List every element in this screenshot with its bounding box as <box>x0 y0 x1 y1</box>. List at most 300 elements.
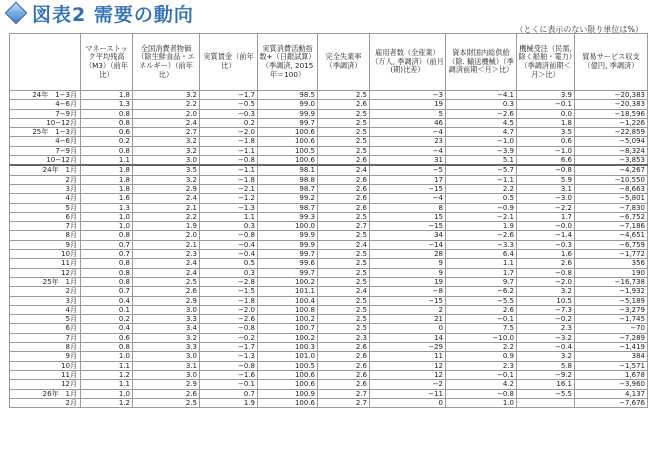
table-cell: 2.6 <box>318 380 370 389</box>
table-cell: 2.5 <box>318 231 370 240</box>
row-period: 10−12月 <box>10 118 81 127</box>
table-cell: −1.8 <box>200 175 258 184</box>
table-cell: 3.2 <box>517 287 575 296</box>
table-cell: 1.8 <box>81 184 133 193</box>
table-cell: 0.9 <box>446 352 517 361</box>
table-cell: 99.9 <box>258 109 318 118</box>
table-cell: 2.3 <box>446 361 517 370</box>
row-period: 2月 <box>10 175 81 184</box>
row-period: 25年 1−3月 <box>10 128 81 137</box>
table-cell: 1.9 <box>133 222 200 231</box>
table-cell: 4.5 <box>446 118 517 127</box>
table-cell: 99.9 <box>258 240 318 249</box>
table-cell: 5 <box>370 109 446 118</box>
table-cell: −2.1 <box>200 184 258 193</box>
table-cell: −4 <box>370 194 446 203</box>
table-cell: 2.6 <box>318 175 370 184</box>
table-cell: 0 <box>370 324 446 333</box>
table-cell: −2.6 <box>446 231 517 240</box>
table-cell: −0.2 <box>200 333 258 342</box>
table-row <box>10 137 648 146</box>
table-cell: −6,752 <box>575 212 648 221</box>
table-row <box>10 324 648 333</box>
table-cell: −1.1 <box>200 165 258 175</box>
table-cell: 100.6 <box>258 398 318 407</box>
table-row <box>10 268 648 277</box>
column-header: マネーストック平均残高（M3）（前年比） <box>81 34 133 91</box>
table-cell: 1.2 <box>81 398 133 407</box>
table-cell: −8,663 <box>575 184 648 193</box>
table-cell: 15 <box>370 212 446 221</box>
table-cell: 16.1 <box>517 380 575 389</box>
table-row <box>10 361 648 370</box>
row-period: 4−6月 <box>10 137 81 146</box>
row-period: 3月 <box>10 296 81 305</box>
table-cell: 2.3 <box>318 333 370 342</box>
data-table <box>9 33 648 408</box>
table-cell: 98.1 <box>258 165 318 175</box>
table-cell: 2.6 <box>318 203 370 212</box>
table-cell: 98.7 <box>258 203 318 212</box>
table-cell: 2.5 <box>318 91 370 100</box>
table-cell: 2.1 <box>133 240 200 249</box>
table-cell: 3.2 <box>517 352 575 361</box>
table-cell: 2.6 <box>133 287 200 296</box>
table-cell: 2.4 <box>133 194 200 203</box>
table-row <box>10 222 648 231</box>
table-row <box>10 156 648 166</box>
table-cell: 4.7 <box>446 128 517 137</box>
table-cell: 2.6 <box>318 100 370 109</box>
table-cell: 2.5 <box>133 277 200 286</box>
table-cell: 3.0 <box>133 352 200 361</box>
table-cell: −1,772 <box>575 250 648 259</box>
table-cell: −6,759 <box>575 240 648 249</box>
diamond-icon <box>5 2 28 25</box>
table-cell: 0.6 <box>517 137 575 146</box>
table-cell: 0.8 <box>81 146 133 155</box>
table-cell: 3.5 <box>517 128 575 137</box>
table-cell: 0.2 <box>81 137 133 146</box>
table-cell: −0.4 <box>200 250 258 259</box>
table-cell: 1.6 <box>81 194 133 203</box>
table-cell: 1.7 <box>446 268 517 277</box>
table-cell: 2.4 <box>318 287 370 296</box>
table-cell: −3.9 <box>446 146 517 155</box>
table-cell: −14 <box>370 240 446 249</box>
table-cell: 0.8 <box>81 259 133 268</box>
row-period: 12月 <box>10 380 81 389</box>
table-cell: 4,137 <box>575 389 648 398</box>
table-cell: 28 <box>370 250 446 259</box>
table-cell: 5.9 <box>517 175 575 184</box>
table-row <box>10 118 648 127</box>
table-cell: −4.1 <box>446 91 517 100</box>
row-period: 6月 <box>10 212 81 221</box>
row-period: 7−9月 <box>10 146 81 155</box>
table-cell: 1.1 <box>81 361 133 370</box>
table-cell: 2.6 <box>318 184 370 193</box>
table-cell: 14 <box>370 333 446 342</box>
table-cell: −5.7 <box>446 165 517 175</box>
table-cell: −7.3 <box>517 305 575 314</box>
table-cell: 3.2 <box>133 146 200 155</box>
table-cell: 1.1 <box>200 212 258 221</box>
row-period: 10月 <box>10 250 81 259</box>
table-cell: 12 <box>370 361 446 370</box>
table-cell: −1,419 <box>575 343 648 352</box>
table-cell: −0.8 <box>200 231 258 240</box>
title-area <box>4 2 194 24</box>
table-cell: 19 <box>370 277 446 286</box>
table-cell: 0.1 <box>81 305 133 314</box>
table-cell: −0.8 <box>200 361 258 370</box>
table-row <box>10 259 648 268</box>
table-cell: 100.2 <box>258 333 318 342</box>
row-period: 11月 <box>10 259 81 268</box>
table-row <box>10 146 648 155</box>
table-cell: 356 <box>575 259 648 268</box>
table-row <box>10 212 648 221</box>
row-period: 4−6月 <box>10 100 81 109</box>
table-cell: 1.7 <box>517 212 575 221</box>
table-cell: 2.2 <box>133 100 200 109</box>
table-cell: −0.0 <box>517 222 575 231</box>
row-period: 3月 <box>10 184 81 193</box>
row-period: 8月 <box>10 343 81 352</box>
table-cell: −3,960 <box>575 380 648 389</box>
table-cell: 2.7 <box>133 128 200 137</box>
column-header: 雇用者数（全産業）（万人, 季調済）（前月(期)比差） <box>370 34 446 91</box>
table-cell: 0.5 <box>200 259 258 268</box>
table-cell: 1.0 <box>446 398 517 407</box>
table-row <box>10 380 648 389</box>
table-cell: 99.0 <box>258 100 318 109</box>
table-cell: −2.0 <box>517 277 575 286</box>
table-cell: 9 <box>370 259 446 268</box>
table-cell: 2.9 <box>133 296 200 305</box>
table-cell: 2.6 <box>446 305 517 314</box>
table-cell: −5.5 <box>517 389 575 398</box>
table-row <box>10 277 648 286</box>
table-cell: 2.0 <box>133 109 200 118</box>
table-cell: −3,853 <box>575 156 648 166</box>
table-cell: 2.5 <box>318 305 370 314</box>
table-cell: 3.9 <box>517 91 575 100</box>
table-cell: −2 <box>370 380 446 389</box>
table-cell: −1.2 <box>200 194 258 203</box>
table-row <box>10 91 648 100</box>
table-cell: 98.5 <box>258 91 318 100</box>
table-cell: 12 <box>370 370 446 379</box>
page-title: 図表2 需要の動向 <box>32 3 194 26</box>
table-cell: 0.6 <box>81 128 133 137</box>
table-cell: −1.8 <box>200 137 258 146</box>
table-cell: −0.4 <box>517 343 575 352</box>
table-cell: 0.3 <box>200 222 258 231</box>
table-cell: 98.7 <box>258 184 318 193</box>
table-cell: 2.6 <box>318 361 370 370</box>
table-row <box>10 184 648 193</box>
table-cell: −2.0 <box>200 305 258 314</box>
table-cell: 2.5 <box>318 212 370 221</box>
table-cell: −1.5 <box>200 287 258 296</box>
table-cell: 2.9 <box>133 380 200 389</box>
table-cell: −18,596 <box>575 109 648 118</box>
table-row <box>10 175 648 184</box>
table-row <box>10 296 648 305</box>
table-cell: −3 <box>370 91 446 100</box>
table-cell: 3.0 <box>133 156 200 166</box>
table-cell: 2.5 <box>133 398 200 407</box>
table-cell: 1.1 <box>446 259 517 268</box>
table-cell: 2.3 <box>517 324 575 333</box>
table-cell: −70 <box>575 324 648 333</box>
table-cell: 1,678 <box>575 370 648 379</box>
table-cell: 9.7 <box>446 277 517 286</box>
table-cell: −7,830 <box>575 203 648 212</box>
table-cell: −7,676 <box>575 398 648 407</box>
table-cell: −0.9 <box>446 203 517 212</box>
table-cell: 2.5 <box>318 259 370 268</box>
table-row <box>10 165 648 175</box>
table-row <box>10 305 648 314</box>
row-period: 7−9月 <box>10 109 81 118</box>
table-cell: 0.7 <box>200 389 258 398</box>
table-cell: 3.2 <box>133 175 200 184</box>
table-cell: 2.5 <box>318 296 370 305</box>
table-cell: 3.0 <box>133 305 200 314</box>
table-cell: −7,186 <box>575 222 648 231</box>
table-cell: 2.9 <box>133 184 200 193</box>
table-cell: 98.8 <box>258 175 318 184</box>
table-cell: 2.5 <box>318 315 370 324</box>
table-cell: 1.3 <box>81 100 133 109</box>
row-period: 5月 <box>10 315 81 324</box>
table-cell: 3.2 <box>133 333 200 342</box>
table-cell: 2.4 <box>318 165 370 175</box>
table-cell: 99.3 <box>258 212 318 221</box>
table-cell: 2.5 <box>318 250 370 259</box>
table-cell: 0.4 <box>81 324 133 333</box>
table-cell: 100.7 <box>258 324 318 333</box>
table-cell: 2.7 <box>318 398 370 407</box>
table-cell: 1.2 <box>81 370 133 379</box>
table-cell: 2.4 <box>133 268 200 277</box>
table-cell: −2.1 <box>446 212 517 221</box>
table-cell: −1.6 <box>200 370 258 379</box>
table-cell: 1.8 <box>81 175 133 184</box>
table-cell: 0.8 <box>81 231 133 240</box>
table-cell: 2.6 <box>133 389 200 398</box>
table-cell: −0.8 <box>517 165 575 175</box>
header-row <box>10 34 648 91</box>
table-cell: 1.8 <box>81 91 133 100</box>
table-cell: −8,324 <box>575 146 648 155</box>
table-cell: 9 <box>370 268 446 277</box>
table-cell: −8 <box>370 287 446 296</box>
table-cell: 2.3 <box>133 250 200 259</box>
table-cell: −20,383 <box>575 100 648 109</box>
table-cell: −0.1 <box>517 100 575 109</box>
table-cell: 0.7 <box>81 250 133 259</box>
table-cell: 3.1 <box>133 361 200 370</box>
table-cell: 0.8 <box>81 268 133 277</box>
column-header: 実質賃金（前年比） <box>200 34 258 91</box>
table-cell: 7.5 <box>446 324 517 333</box>
table-cell: −11 <box>370 389 446 398</box>
table-cell: 1.0 <box>81 222 133 231</box>
table-cell: 1.3 <box>81 203 133 212</box>
table-cell: 2.7 <box>318 222 370 231</box>
table-cell: −15 <box>370 184 446 193</box>
table-cell: −1,932 <box>575 287 648 296</box>
table-row <box>10 240 648 249</box>
table-cell: 0.8 <box>81 118 133 127</box>
row-period: 6月 <box>10 324 81 333</box>
table-cell: 3.3 <box>133 315 200 324</box>
table-cell: −3.0 <box>517 194 575 203</box>
column-header: 実質消費活動指数+（日銀試算）（季調済, 2015年＝100） <box>258 34 318 91</box>
table-cell: −4 <box>370 146 446 155</box>
table-cell: 10.5 <box>517 296 575 305</box>
table-cell: 1.0 <box>81 352 133 361</box>
row-period: 26年 1月 <box>10 389 81 398</box>
table-row <box>10 343 648 352</box>
table-row <box>10 333 648 342</box>
row-period: 12月 <box>10 268 81 277</box>
table-cell: 0.2 <box>81 315 133 324</box>
row-period: 4月 <box>10 194 81 203</box>
table-cell: 100.2 <box>258 277 318 286</box>
table-cell: 384 <box>575 352 648 361</box>
table-cell: 3.2 <box>133 137 200 146</box>
table-row <box>10 315 648 324</box>
table-row <box>10 370 648 379</box>
table-cell: 2.4 <box>133 259 200 268</box>
table-cell: 5.1 <box>446 156 517 166</box>
table-cell: 100.2 <box>258 315 318 324</box>
table-cell: 99.6 <box>258 259 318 268</box>
table-cell: 2.6 <box>318 194 370 203</box>
table-cell: 0 <box>370 398 446 407</box>
table-cell: −4,651 <box>575 231 648 240</box>
table-row <box>10 100 648 109</box>
row-period: 25年 1月 <box>10 277 81 286</box>
table-cell: −2.6 <box>200 315 258 324</box>
table-cell: 2.7 <box>318 389 370 398</box>
table-cell: 1.6 <box>517 250 575 259</box>
table-cell: 2.2 <box>446 184 517 193</box>
row-period: 9月 <box>10 352 81 361</box>
table-cell: 100.6 <box>258 156 318 166</box>
table-cell: 2.5 <box>318 137 370 146</box>
table-cell: 3.5 <box>133 165 200 175</box>
table-cell: 101.1 <box>258 287 318 296</box>
table-cell: −0.8 <box>446 389 517 398</box>
table-cell: 100.8 <box>258 305 318 314</box>
table-cell: −4,267 <box>575 165 648 175</box>
table-body <box>10 91 648 408</box>
table-cell: 2.5 <box>318 128 370 137</box>
table-row <box>10 203 648 212</box>
table-cell: 2.5 <box>318 109 370 118</box>
column-header: 貿易サービス収支（億円, 季調済） <box>575 34 648 91</box>
table-row <box>10 398 648 407</box>
column-header <box>10 34 81 91</box>
table-cell: −0.5 <box>200 100 258 109</box>
table-cell: 0.2 <box>200 118 258 127</box>
table-cell: −1.4 <box>517 231 575 240</box>
table-cell: 0.8 <box>81 343 133 352</box>
table-cell: 2.4 <box>318 240 370 249</box>
table-cell: 1.0 <box>81 212 133 221</box>
table-cell: 4.2 <box>446 380 517 389</box>
row-period: 24年 1月 <box>10 165 81 175</box>
unit-note: （とくに表示のない限り単位は%） <box>515 25 643 34</box>
table-cell: −6.2 <box>446 287 517 296</box>
table-cell: 23 <box>370 137 446 146</box>
table-cell: 2.6 <box>318 370 370 379</box>
table-cell: 21 <box>370 315 446 324</box>
row-period: 10月 <box>10 361 81 370</box>
table-cell: 1.1 <box>81 156 133 166</box>
table-cell: 0.7 <box>81 240 133 249</box>
table-cell: 99.7 <box>258 268 318 277</box>
table-row <box>10 194 648 203</box>
table-cell: 0.8 <box>81 277 133 286</box>
table-cell: −1,226 <box>575 118 648 127</box>
table-cell: 2.0 <box>133 231 200 240</box>
column-header: 完全失業率（季調済） <box>318 34 370 91</box>
table-cell: 1.8 <box>81 165 133 175</box>
table-cell: −1.0 <box>446 137 517 146</box>
table-cell: 2.6 <box>318 156 370 166</box>
table-cell: −5.5 <box>446 296 517 305</box>
table-cell: −1.0 <box>517 146 575 155</box>
table-cell: 1.9 <box>446 222 517 231</box>
table-cell: 100.6 <box>258 370 318 379</box>
table-cell: 5.8 <box>517 361 575 370</box>
table-cell: −20,383 <box>575 91 648 100</box>
table-cell: 3.0 <box>133 370 200 379</box>
table-cell: −3.3 <box>446 240 517 249</box>
table-cell: 2.5 <box>318 268 370 277</box>
table-cell: −1,571 <box>575 361 648 370</box>
table-cell: −16,738 <box>575 277 648 286</box>
table-cell: −22,859 <box>575 128 648 137</box>
table-cell: 101.0 <box>258 352 318 361</box>
table-cell: −1.7 <box>200 343 258 352</box>
table-cell: 1.9 <box>200 398 258 407</box>
table-cell: −15 <box>370 222 446 231</box>
table-cell: −2.2 <box>517 203 575 212</box>
table-cell: −1.1 <box>446 175 517 184</box>
table-cell: −7,289 <box>575 333 648 342</box>
table-cell: 190 <box>575 268 648 277</box>
table-cell: −0.2 <box>517 315 575 324</box>
table-cell: 6.4 <box>446 250 517 259</box>
table-cell: −5,094 <box>575 137 648 146</box>
table-cell: −5,189 <box>575 296 648 305</box>
table-cell: 99.7 <box>258 250 318 259</box>
table-cell: 100.0 <box>258 222 318 231</box>
table-cell: 100.5 <box>258 361 318 370</box>
table-cell: 0.7 <box>81 287 133 296</box>
table-cell: 0.5 <box>446 194 517 203</box>
table-cell: 3.1 <box>517 184 575 193</box>
row-period: 2月 <box>10 398 81 407</box>
